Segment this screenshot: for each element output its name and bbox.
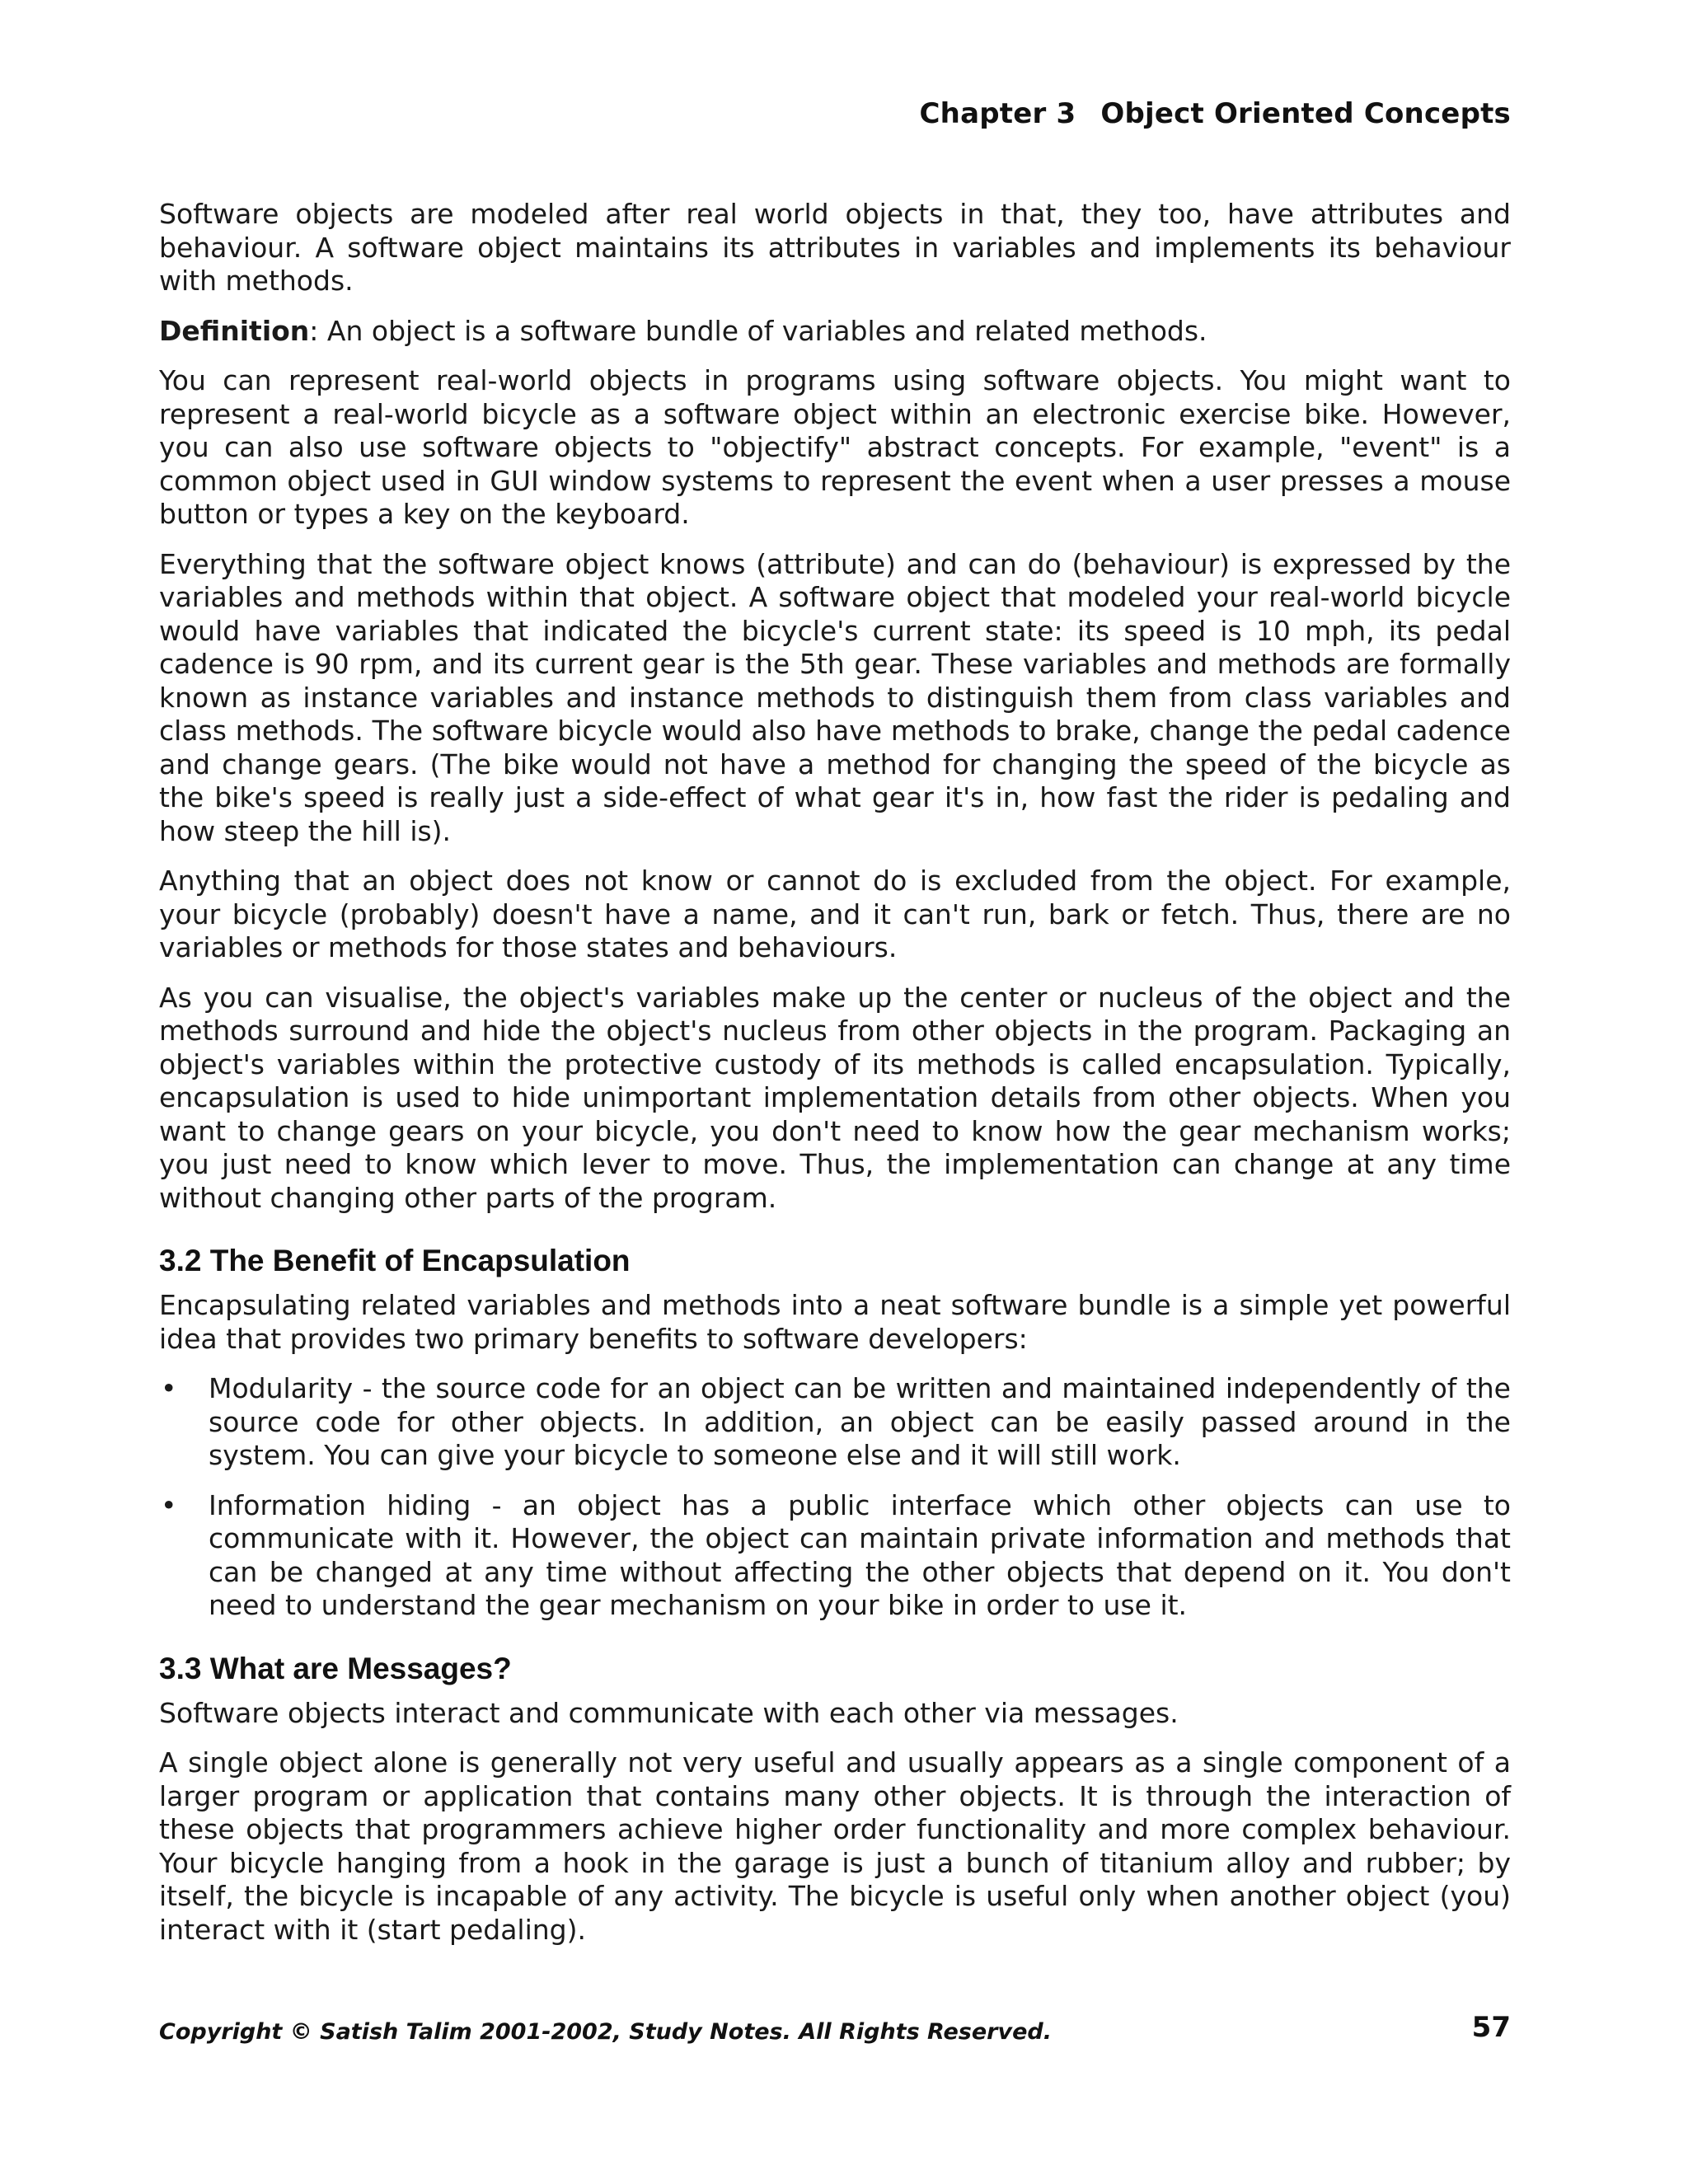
page-number: 57 <box>1471 2011 1511 2044</box>
definition-paragraph <box>159 315 1511 349</box>
paragraph-single-object: A single object alone is generally not very useful and usually appears as a single component of a larger program or application that contains many other objects. It is through the interaction of these objects that programmers achieve higher order functionality and more complex behaviour. Your bicycle hanging from a hook in the garage is just a bunch of titanium alloy and rubber; by itself, the bicycle is incapable of any activity. The bicycle is useful only when another object (you) interact with it (start pedaling). <box>159 1746 1511 1946</box>
bullet-icon: • <box>161 1372 177 1404</box>
definition-label: Definition <box>159 314 310 347</box>
list-item <box>159 1372 1511 1473</box>
paragraph-real-world-objects: You can represent real-world objects in programs using software objects. You might want to represent a real-world bicycle as a software object within an electronic exercise bike. However, you can also use software objects to "objectify" abstract concepts. For example, "event" is a common object used in GUI window systems to represent the event when a user presses a mouse button or types a key on the keyboard. <box>159 364 1511 530</box>
section-heading-what-are-messages: 3.3 What are Messages? <box>159 1651 512 1685</box>
chapter-number: Chapter 3 <box>919 97 1076 130</box>
bullet-icon: • <box>161 1488 177 1521</box>
paragraph-messages-intro: Software objects interact and communicate with each other via messages. <box>159 1696 1179 1729</box>
paragraph-object-knows: Everything that the software object knows (attribute) and can do (behaviour) is expressed by the variables and methods within that object. A software object that modeled your real-world bicycle would have variables that indicated the bicycle's current state: its speed is 10 mph, its pedal cadence is 90 rpm, and its current gear is the 5th gear. These variables and methods are formally known as instance variables and instance methods to distinguish them from class variables and class methods. The software bicycle would also have methods to brake, change the pedal cadence and change gears. (The bike would not have a method for changing the speed of the bicycle as the bike's speed is really just a side-effect of what gear it's in, how fast the rider is pedaling and how steep the hill is). <box>159 547 1511 847</box>
chapter-header <box>920 97 1511 130</box>
paragraph-software-objects: Software objects are modeled after real world objects in that, they too, have attributes and behaviour. A software object maintains its attributes in variables and implements its behaviour with methods. <box>159 198 1511 297</box>
definition-text: : An object is a software bundle of variables and related methods. <box>309 314 1207 347</box>
benefits-list <box>159 1372 1511 1623</box>
paragraph-excluded: Anything that an object does not know or cannot do is excluded from the object. For example, your bicycle (probably) doesn't have a name, and it can't run, bark or fetch. Thus, there are no variables or methods for those states and behaviours. <box>159 865 1511 963</box>
chapter-title: Object Oriented Concepts <box>1100 97 1511 130</box>
section-heading-benefit-of-encapsulation: 3.2 The Benefit of Encapsulation <box>159 1244 631 1277</box>
page-footer <box>159 2011 1511 2052</box>
paragraph-encapsulation-intro: Encapsulating related variables and methods into a neat software bundle is a simple yet powerful idea that provides two primary benefits to software developers: <box>159 1289 1511 1355</box>
copyright-notice: Copyright © Satish Talim 2001-2002, Study Notes. All Rights Reserved. <box>159 2019 1052 2045</box>
paragraph-encapsulation: As you can visualise, the object's variables make up the center or nucleus of the object and the methods surround and hide the object's nucleus from other objects in the program. Packaging an object's variables within the protective custody of its methods is called encapsulation. Typically, encapsulation is used to hide unimportant implementation details from other objects. When you want to change gears on your bicycle, you don't need to know how the gear mechanism works; you just need to know which lever to move. Thus, the implementation can change at any time without changing other parts of the program. <box>159 981 1511 1214</box>
list-item <box>159 1489 1511 1623</box>
list-item-text: Modularity - the source code for an object can be written and maintained independently of the source code for other objects. In addition, an object can be easily passed around in the system. You can give your bicycle to someone else and it will still work. <box>209 1372 1511 1471</box>
page-body <box>159 198 1511 1963</box>
list-item-text: Information hiding - an object has a public interface which other objects can use to communicate with it. However, the object can maintain private information and methods that can be changed at any time without affecting the other objects that depend on it. You don't need to understand the gear mechanism on your bike in order to use it. <box>209 1488 1511 1621</box>
